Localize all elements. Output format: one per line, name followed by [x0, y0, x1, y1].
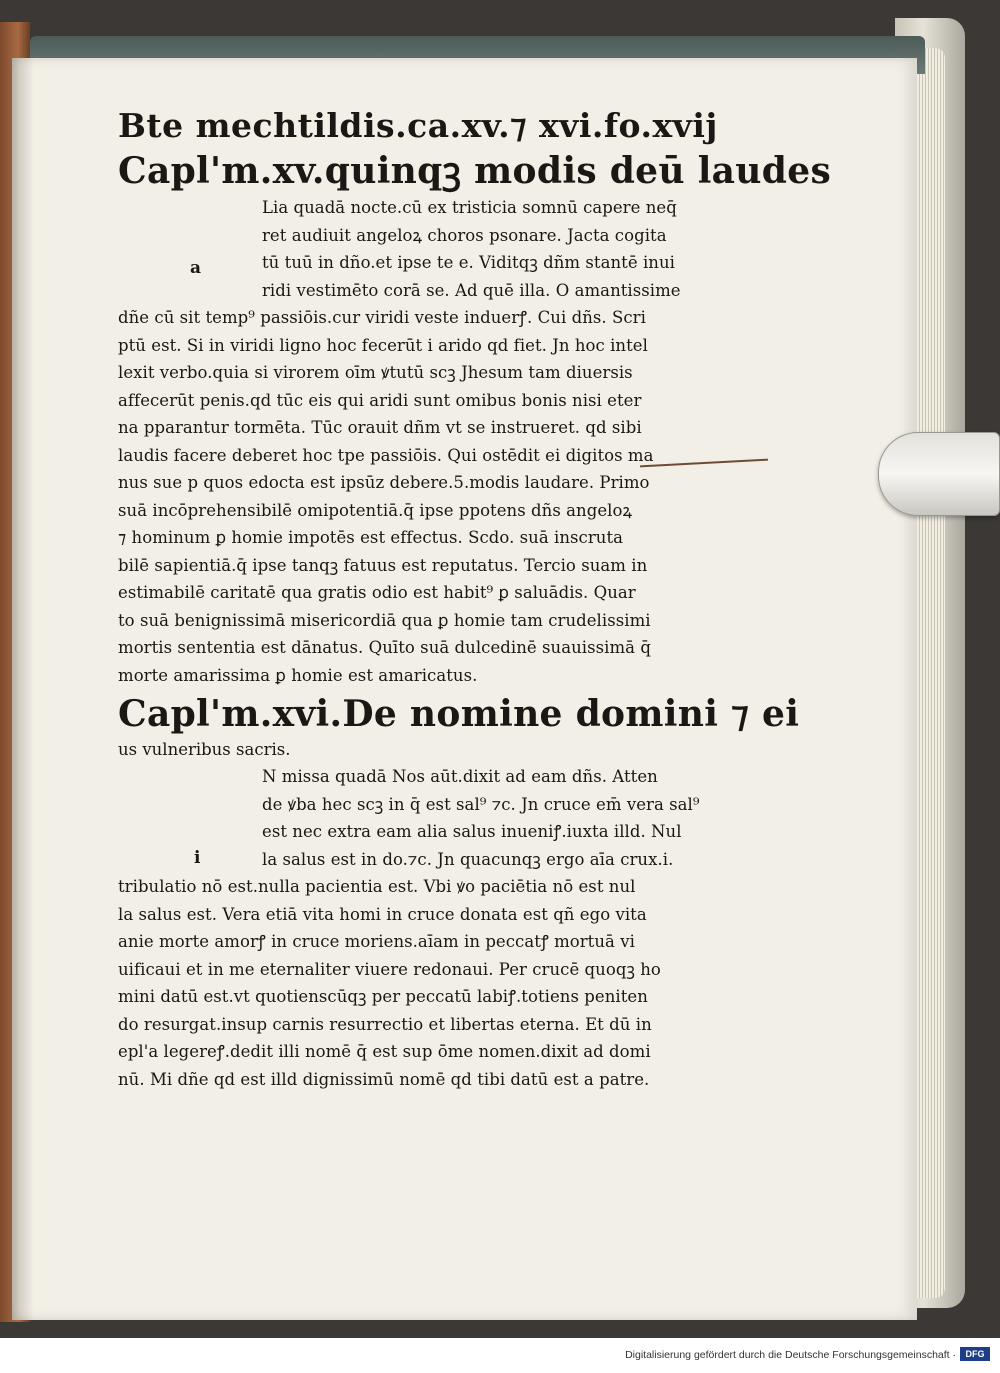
dfg-logo: DFG — [960, 1347, 990, 1361]
chapter-16-title-continuation: us vulneribus sacris. — [118, 740, 291, 759]
body-line: suā incōprehensibilē omipotentiā.q̄ ipse ppotens dñs angeloꝝ — [118, 500, 633, 520]
body-line: to suā benignissimā misericordiā qua ꝑ homie tam crudelissimi — [118, 610, 651, 630]
body-line: affecerūt penis.qd tūc eis qui aridi sunt omibus bonis nisi eter — [118, 390, 642, 410]
body-line: la salus est. Vera etiā vita homi in cruce donata est qñ ego vita — [118, 904, 647, 924]
body-line: Lia quadā nocte.cū ex tristicia somnū capere neq̄ — [262, 198, 677, 217]
body-line: anie morte amorꝭ in cruce moriens.aīam in peccatꝭ mortuā vi — [118, 932, 635, 951]
body-line: ⁊ hominum ꝑ homie impotēs est effectus. Scdo. suā inscruta — [118, 528, 624, 547]
body-line: nū. Mi dñe qd est illd dignissimū nomē qd tibi datū est a patre. — [118, 1069, 650, 1089]
body-line: la salus est in do.⁊c. Jn quacunqꝫ ergo aīa crux.i. — [262, 849, 674, 869]
body-line: ridi vestimēto corā se. Ad quē illa. O amantissime — [262, 280, 681, 300]
body-line: laudis facere deberet hoc tpe passiōis. Qui ostēdit ei digitos ma — [118, 445, 654, 465]
page-text — [118, 104, 832, 1093]
body-line: mini datū est.vt quotienscūqꝫ per peccatū labiꝭ.totiens peniten — [118, 987, 648, 1006]
body-line: estimabilē caritatē qua gratis odio est habit⁹ ꝑ saluādis. Quar — [118, 583, 636, 602]
funding-credit: Digitalisierung gefördert durch die Deutsche Forschungsgemeinschaft · — [625, 1349, 956, 1361]
body-line: nus sue p quos edocta est ipsūz debere.5.modis laudare. Primo — [118, 473, 650, 492]
body-line: lexit verbo.quia si virorem oīm ꝟtutū scꝫ Jhesum tam diuersis — [118, 363, 633, 382]
body-line: do resurgat.insup carnis resurrectio et libertas eterna. Et dū in — [118, 1014, 652, 1034]
chapter-16-title: Capl'm.xvi.De nomine domini ⁊ ei — [118, 693, 800, 735]
page-clip — [878, 432, 1000, 516]
body-line: de ꝟba hec scꝫ in q̄ est sal⁹ ⁊c. Jn cruce em̄ vera sal⁹ — [262, 794, 700, 814]
marginal-letter-a: a — [190, 258, 202, 278]
body-line: N missa quadā Nos aūt.dixit ad eam dñs. Atten — [262, 767, 658, 786]
chapter-15-body — [118, 194, 768, 689]
body-line: na pparantur tormēta. Tūc orauit dñm vt se instrueret. qd sibi — [118, 418, 642, 437]
body-line: est nec extra eam alia salus inueniꝭ.iuxta illd. Nul — [262, 822, 682, 841]
marginal-letter-i: i — [194, 848, 201, 868]
body-line: bilē sapientiā.q̄ ipse tanqꝫ fatuus est reputatus. Tercio suam in — [118, 555, 648, 575]
running-header: Bte mechtildis.ca.xv.⁊ xvi.fo.xvij — [118, 106, 718, 145]
body-line: mortis sententia est dānatus. Quīto suā dulcedinē suauissimā q̄ — [118, 638, 651, 657]
body-line: uificaui et in me eternaliter viuere redonaui. Per crucē quoqꝫ ho — [118, 959, 661, 979]
chapter-15-title: Capl'm.xv.quinqꝫ modis deū laudes — [118, 150, 832, 192]
body-line: morte amarissima ꝑ homie est amaricatus. — [118, 665, 478, 685]
body-line: dñe cū sit temp⁹ passiōis.cur viridi veste induerꝭ. Cui dñs. Scri — [118, 308, 646, 327]
body-line: epl'a legereꝭ.dedit illi nomē q̄ est sup ōme nomen.dixit ad domi — [118, 1042, 651, 1061]
page-gutter — [12, 58, 34, 1320]
body-line: tribulatio nō est.nulla pacientia est. Vbi ꝟo paciētia nō est nul — [118, 877, 636, 896]
footer-bar — [0, 1338, 1000, 1373]
body-line: ptū est. Si in viridi ligno hoc fecerūt i arido qd fiet. Jn hoc intel — [118, 335, 648, 355]
body-line: ret audiuit angeloꝝ choros psonare. Jacta cogita — [262, 225, 667, 245]
body-line: tū tuū in dño.et ipse te e. Viditqꝫ dñm stantē inui — [262, 253, 675, 272]
chapter-16-body — [118, 763, 768, 1093]
